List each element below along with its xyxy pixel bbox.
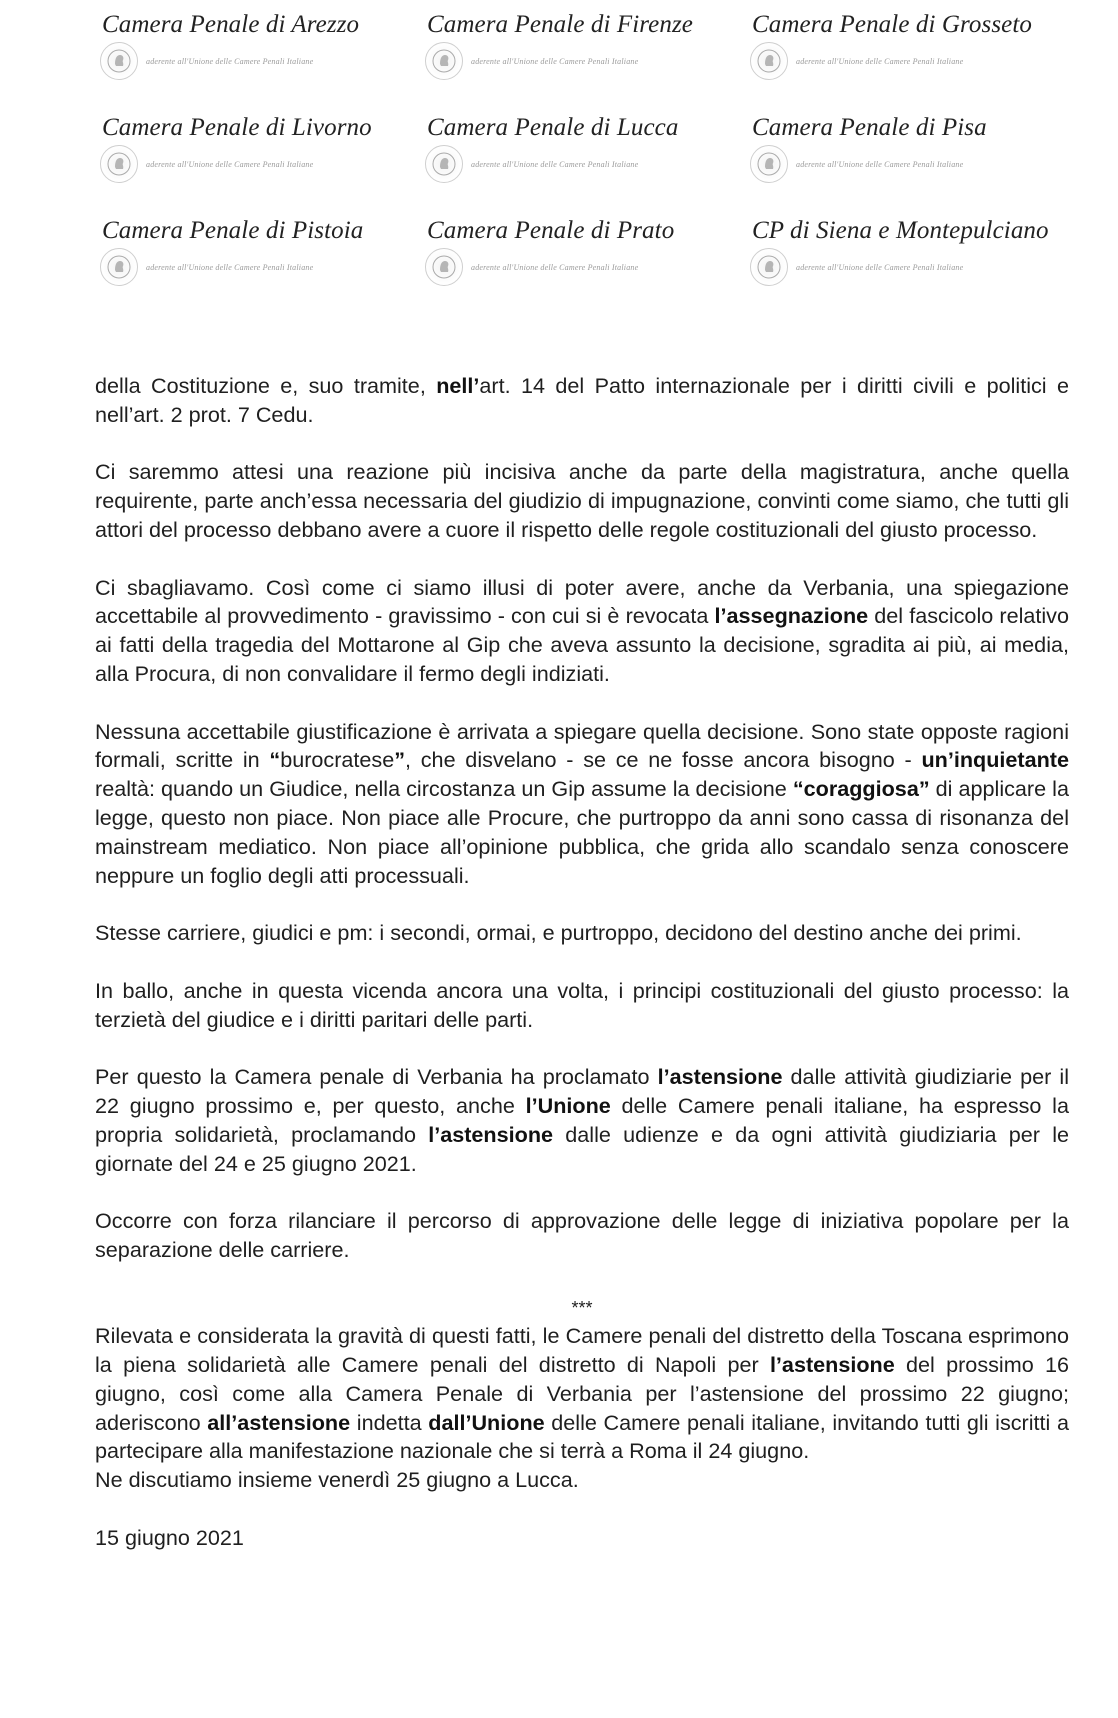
letterhead-grid — [92, 10, 1052, 319]
logo-tagline: aderente all'Unione delle Camere Penali Italiane — [796, 56, 964, 66]
document-date: 15 giugno 2021 — [95, 1524, 244, 1550]
logo-name: Camera Penale di Firenze — [427, 11, 693, 38]
logo-name: Camera Penale di Prato — [427, 217, 675, 244]
logo-name: Camera Penale di Lucca — [427, 114, 679, 141]
logo-tagline: aderente all'Unione delle Camere Penali Italiane — [796, 262, 964, 272]
seal-icon — [100, 248, 138, 286]
paragraph-3: Ci sbagliavamo. Così come ci siamo illusi di poter avere, anche da Verbania, una spiegazione accettabile al provvedimento - gravissimo - con cui si è revocata l’assegnazione del fascicolo relativo ai fatti della tragedia del Mottarone al Gip che aveva assunto la decisione, sgradita ai più, ai media, alla Procura, di non convalidare il fermo degli indiziati. — [95, 574, 1069, 686]
paragraph-7: Per questo la Camera penale di Verbania ha proclamato l’astensione dalle attività giudiziarie per il 22 giugno prossimo e, per questo, anche l’Unione delle Camere penali italiane, ha espresso la propria solidarietà, proclamando l’astensione dalle udienze e da ogni attività giudiziaria per le giornate del 24 e 25 giugno 2021. — [95, 1064, 1069, 1176]
logo-grosseto — [742, 10, 1052, 113]
seal-icon — [425, 42, 463, 80]
logo-name: Camera Penale di Pistoia — [102, 217, 364, 244]
seal-icon — [750, 145, 788, 183]
paragraph-9: Rilevata e considerata la gravità di questi fatti, le Camere penali del distretto della Toscana esprimono la piena solidarietà alle Camere penali del distretto di Napoli per l’astensione del prossimo 16 giugno, così come alla Camera Penale di Verbania per l’astensione del prossimo 22 giugno; aderiscono all’astensione indetta dall’Unione delle Camere penali italiane, invitando tutti gli iscritti a partecipare alla manifestazione nazionale che si terrà a Roma il 24 giugno. — [95, 1323, 1070, 1464]
paragraph-2: Ci saremmo attesi una reazione più incisiva anche da parte della magistratura, anche quella requirente, parte anch’essa necessaria del giudizio di impugnazione, convinti come siamo, che tutti gli attori del processo debbano avere a cuore il rispetto delle regole costituzionali del giusto processo. — [95, 459, 1069, 542]
paragraph-6: In ballo, anche in questa vicenda ancora una volta, i principi costituzionali del giusto processo: la terzietà del giudice e i diritti paritari delle parti. — [95, 977, 1069, 1032]
seal-icon — [750, 248, 788, 286]
logo-tagline: aderente all'Unione delle Camere Penali Italiane — [796, 159, 964, 169]
logo-tagline: aderente all'Unione delle Camere Penali Italiane — [146, 262, 314, 272]
logo-lucca — [417, 113, 742, 216]
section-separator: *** — [571, 1297, 593, 1318]
document-body — [95, 372, 1069, 1581]
paragraph-4: Nessuna accettabile giustificazione è arrivata a spiegare quella decisione. Sono state opposte ragioni formali, scritte in “burocratese”, che disvelano - se ce ne fosse ancora bisogno - un’inquietante realtà: quando un Giudice, nella circostanza un Gip assume la decisione “coraggiosa” di applicare la legge, questo non piace. Non piace alle Procure, che purtroppo da anni sono cassa di risonanza del mainstream mediatico. Non piace all’opinione pubblica, che grida allo scandalo senza conoscere neppure un foglio degli atti processuali. — [95, 718, 1069, 888]
seal-icon — [750, 42, 788, 80]
logo-tagline: aderente all'Unione delle Camere Penali Italiane — [146, 56, 314, 66]
logo-tagline: aderente all'Unione delle Camere Penali Italiane — [471, 159, 639, 169]
paragraph-8: Occorre con forza rilanciare il percorso di approvazione delle legge di iniziativa popolare per la separazione delle carriere. — [95, 1208, 1069, 1262]
seal-icon — [100, 145, 138, 183]
logo-livorno — [92, 113, 417, 216]
logo-siena-montepulciano — [742, 216, 1052, 319]
logo-pistoia — [92, 216, 417, 319]
logo-tagline: aderente all'Unione delle Camere Penali Italiane — [471, 56, 639, 66]
seal-icon — [100, 42, 138, 80]
logo-name: CP di Siena e Montepulciano — [752, 217, 1049, 244]
paragraph-5: Stesse carriere, giudici e pm: i secondi, ormai, e purtroppo, decidono del destino anche dei primi. — [95, 920, 1022, 946]
logo-tagline: aderente all'Unione delle Camere Penali Italiane — [471, 262, 639, 272]
logo-firenze — [417, 10, 742, 113]
logo-name: Camera Penale di Grosseto — [752, 11, 1033, 38]
logo-name: Camera Penale di Pisa — [752, 114, 987, 141]
logo-pisa — [742, 113, 1052, 216]
logo-name: Camera Penale di Arezzo — [102, 11, 360, 38]
logo-tagline: aderente all'Unione delle Camere Penali Italiane — [146, 159, 314, 169]
seal-icon — [425, 248, 463, 286]
seal-icon — [425, 145, 463, 183]
logo-name: Camera Penale di Livorno — [102, 114, 372, 141]
paragraph-1: della Costituzione e, suo tramite, nell’art. 14 del Patto internazionale per i diritti civili e politici e nell’art. 2 prot. 7 Cedu. — [95, 373, 1069, 427]
logo-arezzo — [92, 10, 417, 113]
paragraph-10: Ne discutiamo insieme venerdì 25 giugno a Lucca. — [95, 1467, 579, 1493]
logo-prato — [417, 216, 742, 319]
